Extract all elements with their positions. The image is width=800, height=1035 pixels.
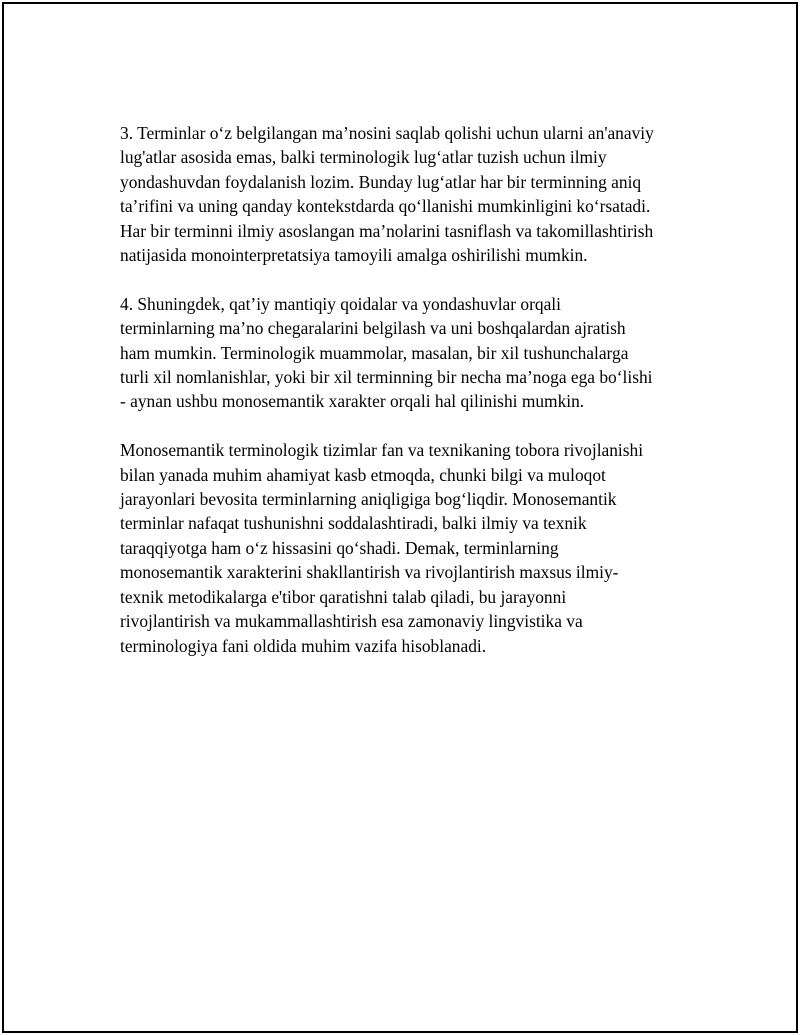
document-body: [120, 121, 690, 682]
paragraph-3: 3. Terminlar o‘z belgilangan ma’nosini saqlab qolishi uchun ularni an'anaviy lug'atlar asosida emas, balki terminologik lug‘atlar tuzish uchun ilmiy yondashuvdan foydalanish lozim. Bunday lug‘atlar har bir terminning aniq ta’rifini va uning qanday kontekstdarda qo‘llanishi mumkinligini ko‘rsatadi. Har bir terminni ilmiy asoslangan ma’nolarini tasniflash va takomillashtirish natijasida monointerpretatsiya tamoyili amalga oshirilishi mumkin.: [120, 123, 654, 266]
document-page: [2, 2, 798, 1033]
paragraph-conclusion: Monosemantik terminologik tizimlar fan va texnikaning tobora rivojlanishi bilan yanada muhim ahamiyat kasb etmoqda, chunki bilgi va muloqot jarayonlari bevosita terminlarning aniqligiga bog‘liqdir. Monosemantik terminlar nafaqat tushunishni soddalashtiradi, balki ilmiy va texnik taraqqiyotga ham o‘z hissasini qo‘shadi. Demak, terminlarning monosemantik xarakterini shakllantirish va rivojlantirish maxsus ilmiy- texnik metodikalarga e'tibor qaratishni talab qiladi, bu jarayonni rivojlantirish va mukammallashtirish esa zamonaviy lingvistika va terminologiya fani oldida muhim vazifa hisoblanadi.: [120, 440, 644, 656]
paragraph-4: 4. Shuningdek, qat’iy mantiqiy qoidalar va yondashuvlar orqali terminlarning ma’no chegaralarini belgilash va uni boshqalardan ajratish ham mumkin. Terminologik muammolar, masalan, bir xil tushunchalarga turli xil nomlanishlar, yoki bir xil terminning bir necha ma’noga ega bo‘lishi - aynan ushbu monosemantik xarakter orqali hal qilinishi mumkin.: [120, 293, 653, 412]
